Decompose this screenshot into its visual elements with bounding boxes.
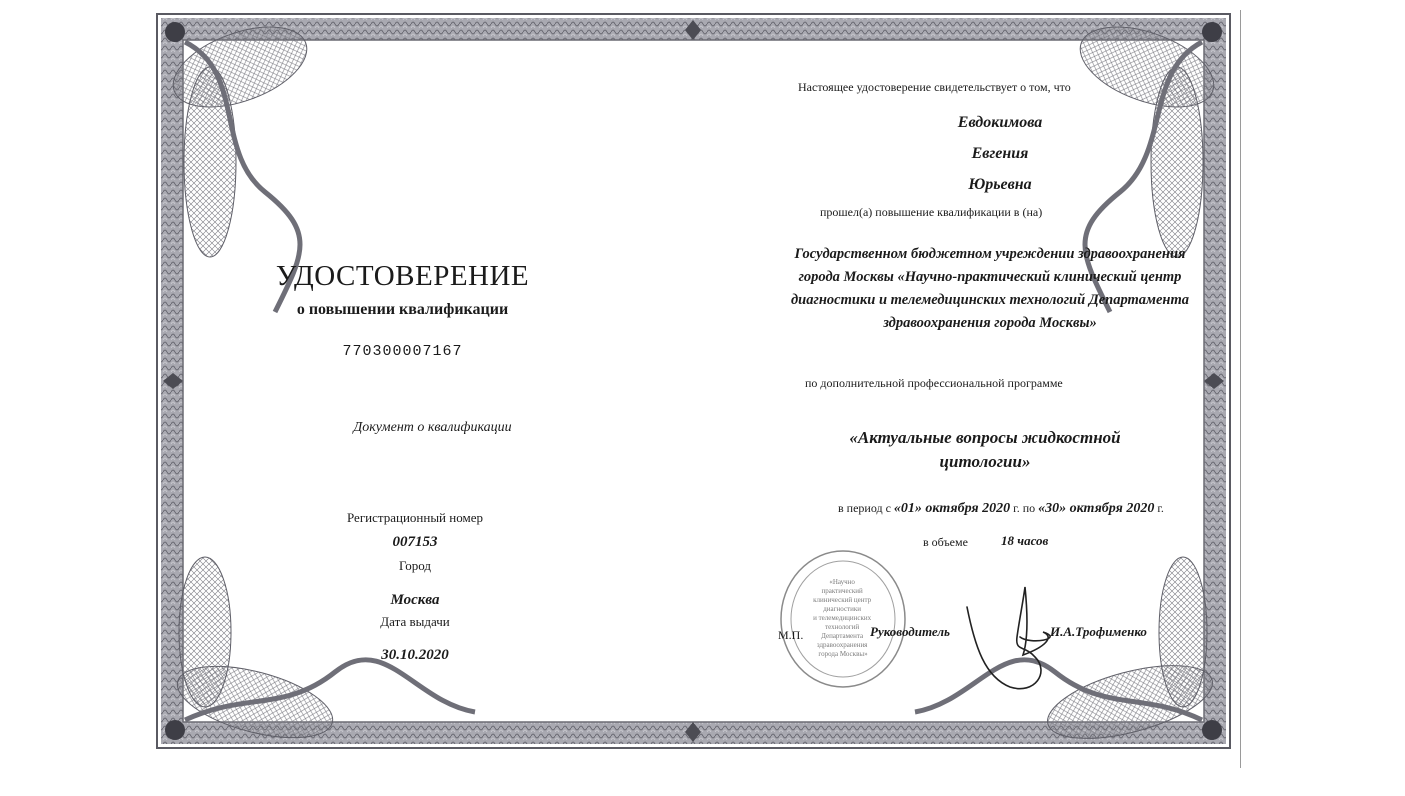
stamp-line: Департамента xyxy=(821,632,864,640)
volume-label: в объеме xyxy=(923,535,968,549)
intro-text: Настоящее удостоверение свидетельствует о том, что xyxy=(798,80,1071,94)
head-label: Руководитель xyxy=(870,624,950,639)
document-type: Документ о квалификации xyxy=(353,420,512,435)
institution-line: города Москвы «Научно-практический клинический центр xyxy=(798,269,1182,285)
serial-number: 770300007167 xyxy=(342,343,463,360)
issue-date-label: Дата выдачи xyxy=(380,614,450,629)
stamp-line: «Научно xyxy=(829,578,855,586)
certificate-subtitle: о повышении квалификации xyxy=(296,301,509,318)
stamp-line: технологий xyxy=(825,623,860,631)
period-end: «30» октября 2020 xyxy=(1038,501,1155,516)
passed-text: прошел(а) повышение квалификации в (на) xyxy=(820,205,1043,219)
first-name: Евгения xyxy=(971,145,1029,162)
round-seal-stamp xyxy=(775,544,915,694)
certificate-title: УДОСТОВЕРЕНИЕ xyxy=(275,260,530,292)
stamp-line: клинический центр xyxy=(813,596,872,604)
period-start: «01» октября 2020 xyxy=(893,501,1011,516)
period-prefix: в период с xyxy=(838,501,891,515)
program-title-line: «Актуальные вопросы жидкостной xyxy=(849,428,1121,447)
certificate xyxy=(155,12,1232,750)
period-mid: г. по xyxy=(1013,501,1036,515)
stamp-line: и телемедицинских xyxy=(813,614,872,622)
surname: Евдокимова xyxy=(957,114,1043,131)
signature xyxy=(955,577,1065,707)
registration-number: 007153 xyxy=(392,534,438,550)
scan-edge-line xyxy=(1240,10,1241,768)
institution-line: здравоохранения города Москвы» xyxy=(883,315,1097,331)
program-label: по дополнительной профессиональной программе xyxy=(805,376,1063,390)
registration-label: Регистрационный номер xyxy=(347,510,483,525)
svg-text:«Научно практический xyxy=(813,578,873,658)
patronymic: Юрьевна xyxy=(968,176,1032,193)
volume-value: 18 часов xyxy=(1001,533,1049,548)
program-title-line: цитологии» xyxy=(939,452,1031,471)
institution-line: Государственном бюджетном учреждении здравоохранения xyxy=(794,246,1186,262)
head-name: И.А.Трофименко xyxy=(1050,624,1147,639)
study-period xyxy=(838,501,1164,517)
issue-date: 30.10.2020 xyxy=(381,647,449,663)
stamp-line: диагностики xyxy=(823,605,862,613)
stamp-line: здравоохранения xyxy=(816,641,868,649)
institution-line: диагностики и телемедицинских технологий Департамента xyxy=(790,292,1190,308)
period-suffix: г. xyxy=(1157,501,1164,515)
stamp-line: практический xyxy=(821,587,863,595)
city-value: Москва xyxy=(390,592,440,608)
stamp-line: города Москвы» xyxy=(818,650,868,658)
mp-label: М.П. xyxy=(778,628,804,642)
city-label: Город xyxy=(398,558,432,573)
